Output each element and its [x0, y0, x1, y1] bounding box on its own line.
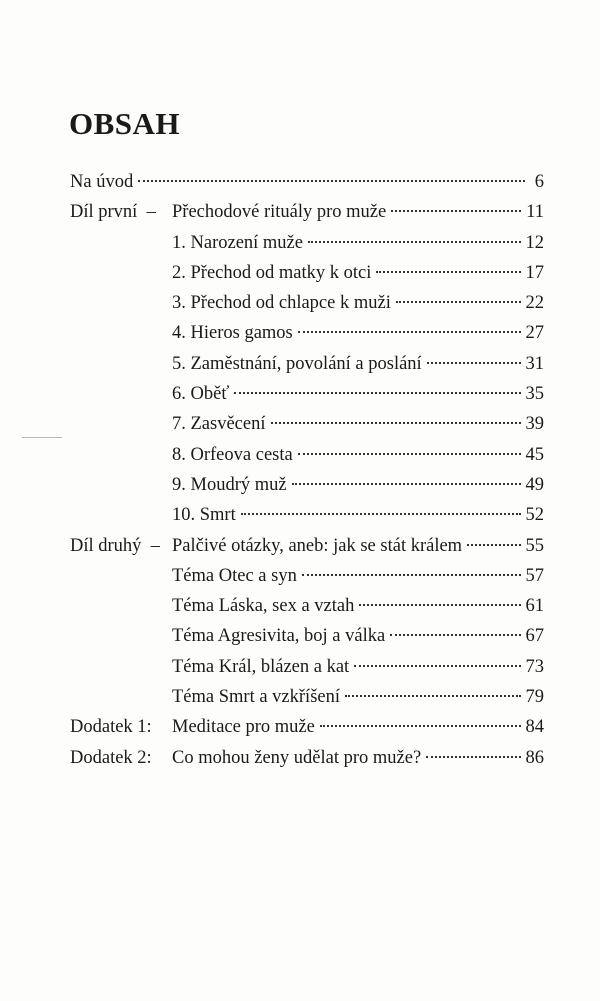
toc-entry: [70, 682, 544, 712]
table-of-contents: [70, 167, 544, 773]
toc-entry-title: Téma Láska, sex a vztah: [172, 596, 355, 617]
toc-entry: [70, 379, 544, 409]
toc-entry-page: 79: [525, 687, 544, 708]
toc-entry-page: 17: [525, 262, 544, 283]
toc-entry-page: 27: [525, 323, 544, 344]
toc-entry-page: 12: [525, 232, 544, 253]
dot-leader: [427, 362, 521, 364]
toc-entry-title: 1. Narození muže: [172, 232, 303, 253]
toc-entry: [70, 197, 544, 227]
toc-entry: [70, 228, 544, 258]
toc-entry: [70, 167, 544, 197]
toc-entry: [70, 531, 544, 561]
toc-entry: [70, 288, 544, 318]
toc-entry-page: 35: [525, 384, 544, 405]
dot-leader: [396, 301, 521, 303]
toc-entry-title: 4. Hieros gamos: [172, 323, 293, 344]
dot-leader: [354, 665, 520, 667]
toc-entry-title: Na úvod: [70, 172, 134, 192]
toc-entry-page: 11: [526, 202, 544, 223]
toc-entry-part-label: Díl první –: [70, 202, 156, 223]
toc-entry-page: 86: [525, 747, 544, 768]
toc-entry-title: Téma Smrt a vzkříšení: [172, 687, 340, 708]
scan-mark: [22, 437, 62, 438]
dot-leader: [138, 180, 525, 182]
toc-entry-title: 3. Přechod od chlapce k muži: [172, 293, 391, 314]
toc-entry-title: 10. Smrt: [172, 505, 236, 526]
toc-entry: [70, 591, 544, 621]
toc-entry: [70, 470, 544, 500]
toc-entry: [70, 349, 544, 379]
toc-entry-page: 61: [525, 596, 544, 617]
toc-entry-page: 31: [525, 353, 544, 374]
toc-entry-page: 73: [525, 656, 544, 677]
dot-leader: [391, 210, 521, 212]
toc-entry: [70, 318, 544, 348]
dot-leader: [292, 483, 521, 485]
toc-entry-title: 6. Oběť: [172, 384, 230, 405]
toc-entry-title: 7. Zasvěcení: [172, 414, 266, 435]
toc-entry-page: 52: [525, 505, 544, 526]
toc-entry: [70, 621, 544, 651]
toc-entry-page: 49: [525, 474, 544, 495]
dot-leader: [376, 271, 520, 273]
toc-entry: [70, 258, 544, 288]
toc-entry-title: Téma Král, blázen a kat: [172, 656, 350, 677]
dot-leader: [271, 422, 521, 424]
dot-leader: [241, 513, 521, 515]
dot-leader: [308, 241, 521, 243]
toc-entry-page: 67: [525, 626, 544, 647]
toc-entry-part-label: Dodatek 1:: [70, 717, 152, 738]
toc-entry-title: 5. Zaměstnání, povolání a poslání: [172, 353, 422, 374]
toc-entry: [70, 652, 544, 682]
toc-entry: [70, 561, 544, 591]
toc-entry-page: 22: [525, 293, 544, 314]
toc-entry-title: Palčivé otázky, aneb: jak se stát králem: [172, 535, 463, 556]
toc-entry-title: 2. Přechod od matky k otci: [172, 262, 372, 283]
toc-entry: [70, 409, 544, 439]
toc-entry-title: Téma Agresivita, boj a válka: [172, 626, 386, 647]
dot-leader: [234, 392, 520, 394]
toc-entry-page: 6: [534, 172, 544, 192]
toc-entry: [70, 500, 544, 530]
toc-entry-title: 8. Orfeova cesta: [172, 444, 293, 465]
dot-leader: [302, 574, 521, 576]
toc-entry-page: 57: [525, 565, 544, 586]
toc-entry-title: Co mohou ženy udělat pro muže?: [172, 747, 422, 768]
toc-entry: [70, 712, 544, 742]
toc-entry-page: 55: [525, 535, 544, 556]
toc-entry-part-label: Dodatek 2:: [70, 747, 152, 768]
dot-leader: [345, 695, 521, 697]
toc-entry-title: Meditace pro muže: [172, 717, 315, 738]
dot-leader: [390, 634, 520, 636]
toc-entry-page: 39: [525, 414, 544, 435]
toc-entry-title: Přechodové rituály pro muže: [172, 202, 387, 223]
page-title: OBSAH: [69, 106, 181, 141]
dot-leader: [298, 453, 521, 455]
toc-entry: [70, 440, 544, 470]
dot-leader: [359, 604, 520, 606]
toc-entry-page: 84: [525, 717, 544, 738]
dot-leader: [298, 331, 521, 333]
dot-leader: [467, 544, 520, 546]
dot-leader: [426, 756, 520, 758]
toc-entry-part-label: Díl druhý –: [70, 535, 160, 556]
dot-leader: [320, 725, 521, 727]
toc-entry: [70, 743, 544, 773]
toc-entry-title: Téma Otec a syn: [172, 565, 297, 586]
toc-entry-title: 9. Moudrý muž: [172, 474, 287, 495]
toc-entry-page: 45: [525, 444, 544, 465]
